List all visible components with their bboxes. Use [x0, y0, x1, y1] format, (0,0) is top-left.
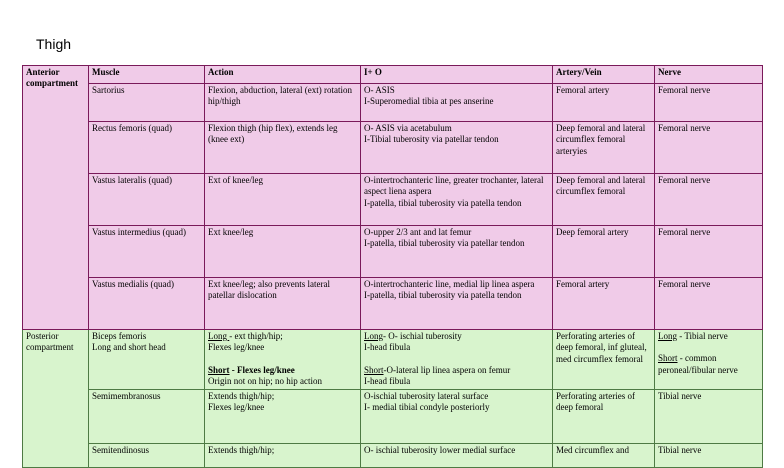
- origin-text: O-intertrochanteric line, greater trochanter, lateral aspect liena aspera: [364, 175, 544, 197]
- insertion-origin-cell: [361, 330, 553, 390]
- insertion-text: I-patella, tibial tuberosity via patella tendon: [364, 197, 522, 208]
- action-long-line: [208, 331, 357, 342]
- short-head-note: Origin not on hip; no hip action: [208, 375, 322, 386]
- table-row: [23, 174, 763, 226]
- long-head-action-2: Flexes leg/knee: [208, 342, 265, 353]
- action-cell: Flexion, abduction, lateral (ext) rotation hip/thigh: [205, 84, 361, 122]
- insertion-text: I-Superomedial tibia at pes anserine: [364, 96, 494, 107]
- long-head-label: Long: [364, 331, 383, 341]
- artery-cell: Perforating arteries of deep femoral, inf gluteal, med circumflex femoral: [553, 330, 655, 390]
- header-nerve: Nerve: [655, 66, 763, 84]
- muscle-name: Biceps femoris: [92, 331, 147, 341]
- long-head-nerve: - Tibial nerve: [677, 331, 728, 341]
- long-head-action: - ext thigh/hip;: [229, 331, 283, 341]
- io-long-line: [364, 331, 549, 342]
- long-head-label: Long: [658, 331, 677, 341]
- nerve-cell: Femoral nerve: [655, 174, 763, 226]
- muscle-cell: Vastus lateralis (quad): [89, 174, 205, 226]
- short-head-label: Short: [208, 364, 230, 375]
- action-line-2: Flexes leg/knee: [208, 402, 265, 413]
- origin-text: O- ASIS: [364, 85, 395, 95]
- short-head-origin: -O-lateral lip linea aspera on femur: [383, 364, 511, 375]
- long-head-insertion: I-head fibula: [364, 342, 411, 353]
- anterior-compartment-label: Anterior compartment: [23, 66, 89, 330]
- nerve-short-line: [658, 353, 759, 376]
- header-artery-vein: Artery/Vein: [553, 66, 655, 84]
- short-head-action: - Flexes leg/knee: [229, 364, 295, 375]
- table-row: [23, 226, 763, 278]
- table-row: [23, 122, 763, 174]
- origin-text: O-intertrochanteric line, medial lip linea aspera: [364, 279, 535, 289]
- muscle-cell: Vastus intermedius (quad): [89, 226, 205, 278]
- action-cell: [205, 390, 361, 444]
- insertion-text: I-Tibial tuberosity via patellar tendon: [364, 134, 499, 145]
- table-row: [23, 390, 763, 444]
- action-short-line: [208, 365, 357, 376]
- insertion-origin-cell: [361, 390, 553, 444]
- muscle-cell: Semimembranosus: [89, 390, 205, 444]
- short-head-nerve: - common peroneal/fibular nerve: [658, 353, 738, 375]
- nerve-long-line: [658, 331, 759, 342]
- insertion-text: I-patella, tibial tuberosity via patella tendon: [364, 290, 522, 301]
- origin-text: O- ASIS via acetabulum: [364, 123, 452, 133]
- header-muscle: Muscle: [89, 66, 205, 84]
- nerve-cell: Tibial nerve: [655, 444, 763, 468]
- action-cell: Ext knee/leg: [205, 226, 361, 278]
- nerve-cell: Femoral nerve: [655, 122, 763, 174]
- table-row: [23, 84, 763, 122]
- nerve-cell: Femoral nerve: [655, 226, 763, 278]
- table-row: [23, 444, 763, 468]
- muscle-cell: Vastus medialis (quad): [89, 278, 205, 330]
- origin-text: O-upper 2/3 ant and lat femur: [364, 227, 472, 237]
- page-title: Thigh: [36, 36, 72, 52]
- insertion-origin-cell: O- ischial tuberosity lower medial surface: [361, 444, 553, 468]
- posterior-compartment-label: Posterior compartment: [23, 330, 89, 468]
- muscle-cell: [89, 330, 205, 390]
- header-insertion-origin: I+ O: [361, 66, 553, 84]
- insertion-origin-cell: [361, 122, 553, 174]
- short-head-label: Short: [364, 364, 384, 375]
- nerve-cell: [655, 330, 763, 390]
- insertion-origin-cell: [361, 84, 553, 122]
- header-action: Action: [205, 66, 361, 84]
- insertion-text: I- medial tibial condyle posteriorly: [364, 402, 490, 413]
- nerve-cell: Femoral nerve: [655, 84, 763, 122]
- action-cell: Ext knee/leg; also prevents lateral patellar dislocation: [205, 278, 361, 330]
- short-head-insertion: I-head fibula: [364, 375, 411, 386]
- insertion-origin-cell: [361, 226, 553, 278]
- nerve-cell: Femoral nerve: [655, 278, 763, 330]
- action-cell: Extends thigh/hip;: [205, 444, 361, 468]
- artery-cell: Deep femoral artery: [553, 226, 655, 278]
- action-cell: Ext of knee/leg: [205, 174, 361, 226]
- spacer: [364, 354, 549, 365]
- muscle-cell: Rectus femoris (quad): [89, 122, 205, 174]
- long-head-label: Long: [208, 331, 230, 341]
- origin-text: O-ischial tuberosity lateral surface: [364, 391, 489, 402]
- io-short-line: [364, 365, 549, 376]
- artery-cell: Femoral artery: [553, 278, 655, 330]
- artery-cell: Perforating arteries of deep femoral: [553, 390, 655, 444]
- spacer: [658, 342, 759, 353]
- insertion-origin-cell: [361, 278, 553, 330]
- action-cell: Flexion thigh (hip flex), extends leg (knee ext): [205, 122, 361, 174]
- table-row: [23, 330, 763, 390]
- long-head-origin: - O- ischial tuberosity: [383, 331, 462, 341]
- insertion-origin-cell: [361, 174, 553, 226]
- action-cell: [205, 330, 361, 390]
- artery-cell: Deep femoral and lateral circumflex femoral arteryies: [553, 122, 655, 174]
- artery-cell: Femoral artery: [553, 84, 655, 122]
- insertion-text: I-patella, tibial tuberosity via patellar tendon: [364, 238, 525, 249]
- muscle-cell: Semitendinosus: [89, 444, 205, 468]
- spacer: [208, 354, 357, 365]
- artery-cell: Deep femoral and lateral circumflex femoral: [553, 174, 655, 226]
- short-head-label: Short: [658, 353, 678, 364]
- thigh-muscle-table: [22, 65, 763, 468]
- nerve-cell: Tibial nerve: [655, 390, 763, 444]
- action-line-1: Extends thigh/hip;: [208, 391, 275, 402]
- table-row: [23, 278, 763, 330]
- header-row: [23, 66, 763, 84]
- muscle-cell: Sartorius: [89, 84, 205, 122]
- artery-cell: Med circumflex and: [553, 444, 655, 468]
- muscle-heads: Long and short head: [92, 342, 166, 353]
